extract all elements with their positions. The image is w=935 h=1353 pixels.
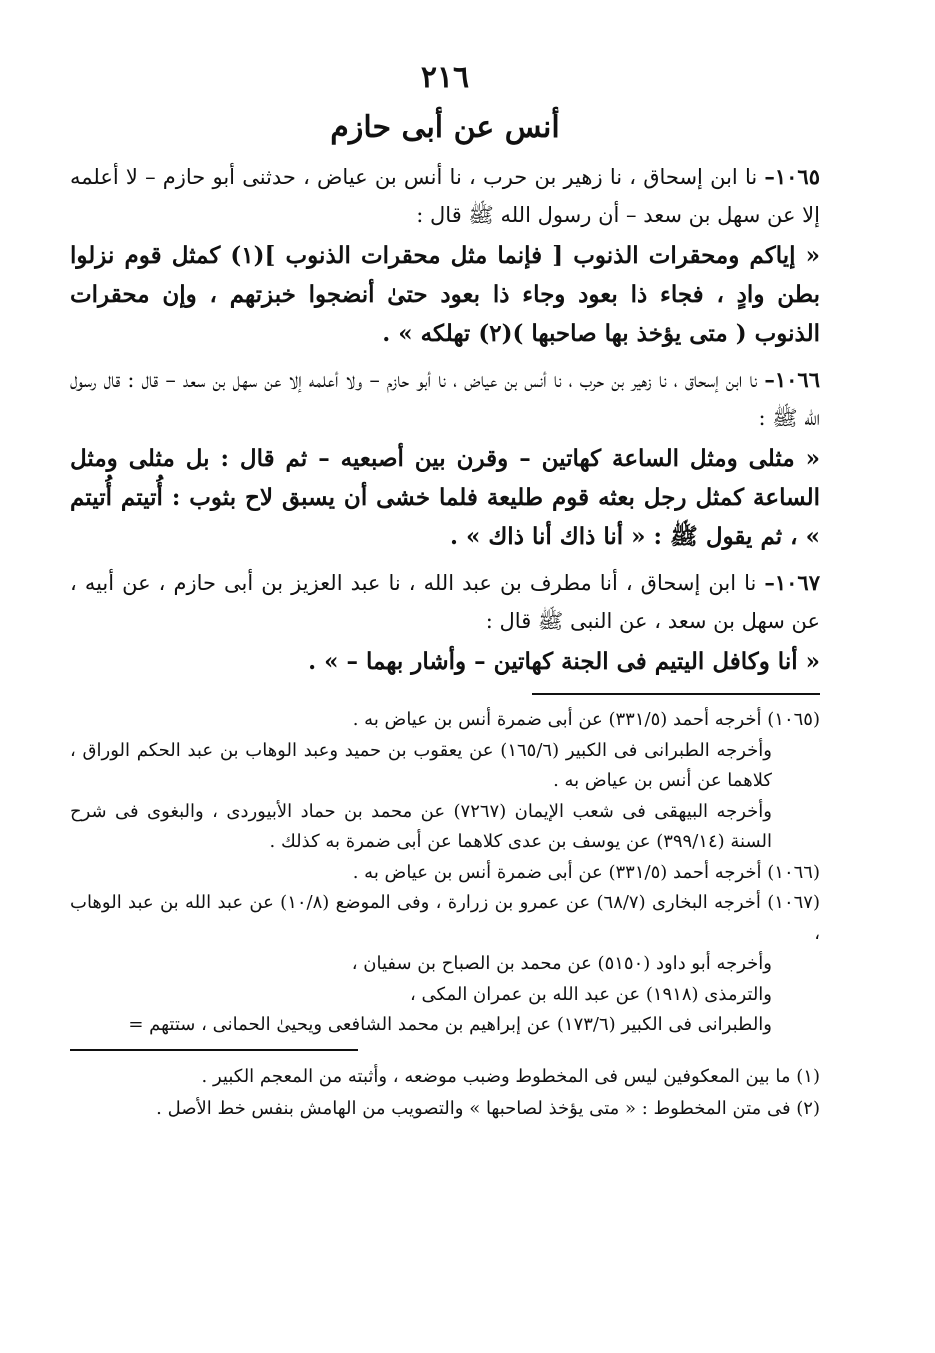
book-page bbox=[70, 58, 820, 1125]
isnad-text: نا ابن إسحاق ، أنا مطرف بن عبد الله ، نا عبد العزيز بن أبى حازم ، عن أبيه ، عن سهل بن سعد ، عن النبى ﷺ قال : bbox=[70, 571, 820, 633]
hadith-matn: « أنا وكافل اليتيم فى الجنة كهاتين – وأشار بهما – » . bbox=[308, 648, 820, 675]
takhrij-line: (١٠٦٦) أخرجه أحمد (٣٣١/٥) عن أبى ضمرة أنس بن عياض به . bbox=[352, 861, 820, 883]
hadith-1065 bbox=[70, 158, 820, 353]
hadith-number: ١٠٦٧– bbox=[764, 570, 820, 595]
hadith-isnad bbox=[70, 158, 820, 234]
editor-notes bbox=[70, 1061, 820, 1125]
takhrij-line: (١٠٦٥) أخرجه أحمد (٣٣١/٥) عن أبى ضمرة أنس بن عياض به . bbox=[352, 709, 820, 730]
hadith-1066 bbox=[70, 361, 820, 556]
hadith-matn: « مثلى ومثل الساعة كهاتين – وقرن بين أصبعيه – ثم قال : بل مثلى ومثل الساعة كمثل رجل بعثه قوم طليعة فلما خشى أن يسبق لاح بثوب : أُتيتم أُتيتم » ، ثم يقول ﷺ : « أنا ذاك أنا ذاك » . bbox=[70, 445, 820, 550]
takhrij-line: وأخرجه أبو داود (٥١٥٠) عن محمد بن الصباح بن سفيان ، bbox=[351, 953, 772, 974]
isnad-text: نا ابن إسحاق ، نا زهير بن حرب ، نا أنس بن عياض ، حدثنى أبو حازم – لا أعلمه إلا عن سهل بن سعد – أن رسول الله ﷺ قال : bbox=[70, 165, 820, 227]
isnad-text: نا ابن إسحاق ، نا زهير بن حرب ، نا أنس بن عياض ، نا أبو حازم – ولا أعلمه إلا عن سهل بن سعد – قال : قال رسول الله ﷺ : bbox=[70, 368, 820, 430]
hadith-isnad bbox=[70, 564, 820, 640]
takhrij-line: والترمذى (١٩١٨) عن عبد الله بن عمران المكى ، bbox=[409, 983, 772, 1005]
takhrij-line: وأخرجه الطبرانى فى الكبير (١٦٥/٦) عن يعقوب بن حميد وعبد الوهاب بن عبد الحكم الوراق ، كلاهما عن أنس بن عياض به . bbox=[70, 739, 772, 791]
hadith-1067 bbox=[70, 564, 820, 681]
takhrij-divider bbox=[532, 693, 820, 695]
editor-note: (١) ما بين المعكوفين ليس فى المخطوط وضبب موضعه ، وأثبته من المعجم الكبير . bbox=[201, 1065, 820, 1087]
chapter-title: أنس عن أبى حازم bbox=[330, 110, 560, 145]
hadith-matn: « إياكم ومحقرات الذنوب [ فإنما مثل محقرات الذنوب ](١) كمثل قوم نزلوا بطن وادٍ ، فجاء ذا بعود وجاء ذا بعود حتىٰ أنضجوا خبزتهم ، وإن محقرات الذنوب ( متى يؤخذ بها صاحبها )(٢) تهلكه » . bbox=[70, 242, 820, 347]
hadith-number: ١٠٦٥– bbox=[764, 164, 820, 189]
page-number: ٢١٦ bbox=[420, 60, 470, 95]
editor-note: (٢) فى متن المخطوط : « متى يؤخذ لصاحبها » والتصويب من الهامش بنفس خط الأصل . bbox=[156, 1097, 820, 1119]
hadith-number: ١٠٦٦– bbox=[764, 367, 820, 392]
takhrij-line: وأخرجه البيهقى فى شعب الإيمان (٧٢٦٧) عن محمد بن حماد الأبيوردى ، والبغوى فى شرح السنة (٣٩٩/١٤) عن يوسف بن عدى كلاهما عن أبى ضمرة به كذلك . bbox=[70, 800, 772, 852]
hadith-isnad bbox=[70, 361, 820, 437]
takhrij-section bbox=[70, 705, 820, 1041]
takhrij-line: والطبرانى فى الكبير (١٧٣/٦) عن إبراهيم بن محمد الشافعى ويحيىٰ الحمانى ، ستتهم = bbox=[128, 1014, 772, 1035]
notes-divider bbox=[70, 1049, 358, 1051]
takhrij-line: (١٠٦٧) أخرجه البخارى (٦٨/٧) عن عمرو بن زرارة ، وفى الموضع (١٠/٨) عن عبد الله بن عبد الوهاب ، bbox=[70, 892, 820, 944]
